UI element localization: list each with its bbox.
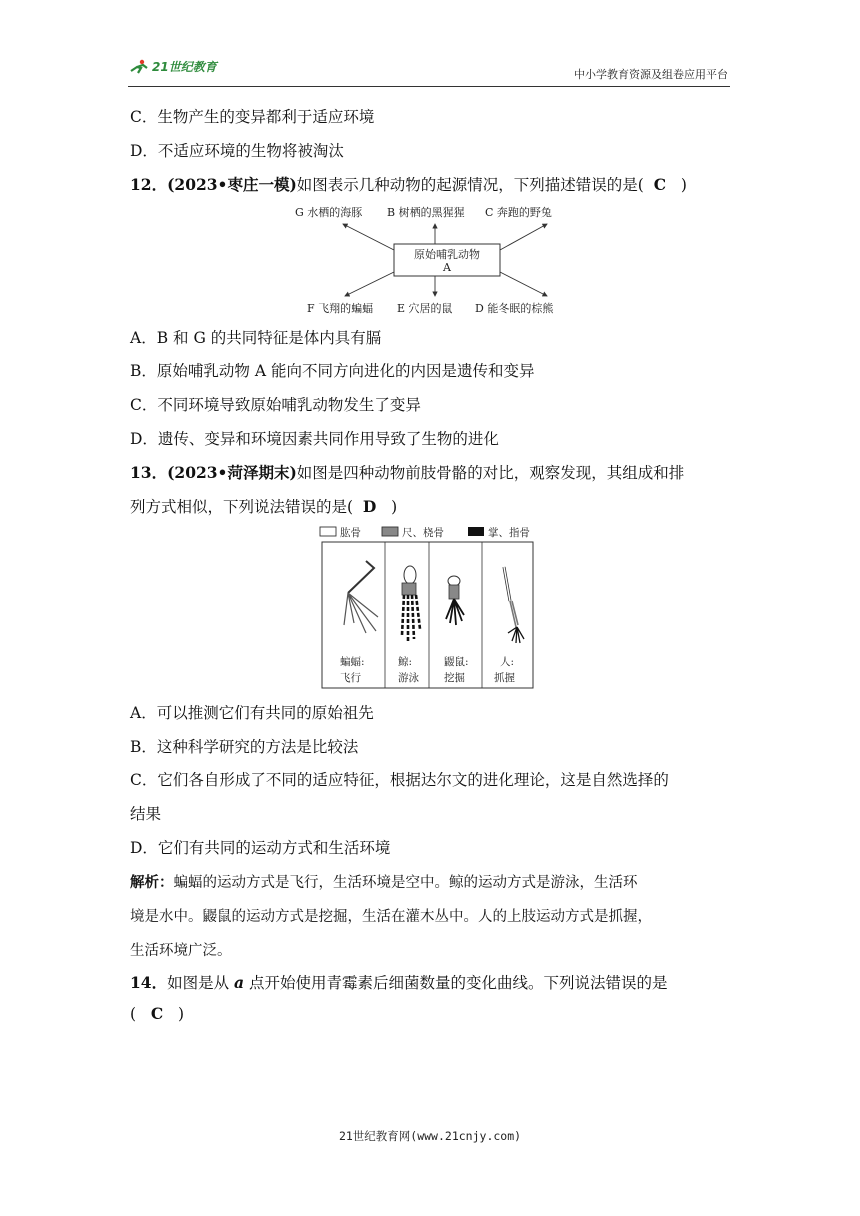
logo-text: 21世纪教育	[152, 60, 217, 74]
q11-option-c: C．生物产生的变异都利于适应环境	[130, 108, 375, 126]
legend-radius: 尺、桡骨	[402, 527, 444, 539]
q13-text-1: 如图是四种动物前肢骨骼的对比，观察发现，其组成和排	[296, 464, 685, 482]
logo	[128, 58, 217, 75]
whale-movement: 游泳	[398, 672, 419, 684]
q13-explanation-line1	[130, 871, 638, 892]
legend-humerus: 肱骨	[340, 527, 361, 539]
q13-option-c-line1: C．它们各自形成了不同的适应特征，根据达尔文的进化理论，这是自然选择的	[130, 771, 669, 789]
q14-close: )	[177, 1005, 185, 1023]
arrow-to-rabbit	[500, 224, 547, 250]
arrow-to-bat	[345, 272, 394, 296]
human-movement: 抓握	[494, 672, 515, 684]
label-bear: D 能冬眠的棕熊	[475, 302, 554, 315]
whale-label: 鲸:	[398, 656, 413, 668]
q13-number: 13．(2023•菏泽期末)	[130, 463, 297, 482]
bat-label: 蝙蝠:	[340, 656, 365, 668]
q13-answer: D	[362, 497, 377, 516]
q13-stem-line1	[130, 461, 684, 483]
mole-movement: 挖掘	[444, 672, 465, 684]
arrow-to-bear	[500, 272, 547, 296]
platform-name: 中小学教育资源及组卷应用平台	[574, 68, 728, 81]
bat-movement: 飞行	[340, 672, 361, 684]
q13-option-a: A．可以推测它们有共同的原始祖先	[130, 704, 374, 722]
legend-phalanges: 掌、指骨	[488, 527, 530, 539]
q14-text-a: 如图是从	[167, 974, 230, 992]
forelimb-comparison-figure	[318, 523, 543, 691]
mole-label: 鼹鼠:	[444, 656, 469, 668]
q13-option-c-line2: 结果	[130, 805, 162, 823]
q12-option-d: D．遗传、变异和环境因素共同作用导致了生物的进化	[130, 430, 499, 448]
q13-stem-line2	[130, 495, 397, 517]
q13-explanation-line3: 生活环境广泛。	[130, 943, 232, 959]
human-label: 人:	[500, 656, 515, 668]
legend-phalanges-swatch	[468, 527, 484, 536]
explanation-label: 解析：	[130, 875, 174, 891]
q12-answer: C	[653, 175, 667, 194]
evolution-diagram	[285, 200, 575, 318]
legend-radius-swatch	[382, 527, 398, 536]
q12-option-b: B．原始哺乳动物 A 能向不同方向进化的内因是遗传和变异	[130, 362, 535, 380]
q12-number: 12．(2023•枣庄一模)	[130, 175, 297, 194]
q12-close: )	[680, 176, 687, 194]
q14-answer: C	[150, 1004, 164, 1023]
label-mouse: E 穴居的鼠	[397, 302, 453, 315]
q11-option-d: D．不适应环境的生物将被淘汰	[130, 142, 344, 160]
q14-stem-line1	[130, 971, 668, 993]
q14-stem-line2	[130, 1004, 184, 1023]
q13-explanation-line2: 境是水中。鼹鼠的运动方式是挖掘，生活在灌木丛中。人的上肢运动方式是抓握，	[130, 909, 652, 925]
logo-runner-icon	[128, 59, 150, 75]
label-dolphin: G 水栖的海豚	[295, 206, 363, 219]
arrow-to-dolphin	[343, 224, 394, 250]
page-header	[128, 56, 730, 87]
legend-humerus-swatch	[320, 527, 336, 536]
explanation-text-1: 蝙蝠的运动方式是飞行，生活环境是空中。鲸的运动方式是游泳，生活环	[173, 875, 638, 891]
label-rabbit: C 奔跑的野兔	[485, 206, 552, 219]
q12-text: 如图表示几种动物的起源情况，下列描述错误的是(	[296, 176, 644, 194]
label-chimpanzee: B 树栖的黑猩猩	[387, 206, 465, 219]
q13-option-b: B．这种科学研究的方法是比较法	[130, 738, 359, 756]
ancestor-letter: A	[443, 261, 451, 274]
q12-option-a: A．B 和 G 的共同特征是体内具有膈	[130, 329, 382, 347]
q12-option-c: C．不同环境导致原始哺乳动物发生了变异	[130, 396, 421, 414]
q14-open: (	[130, 1005, 137, 1023]
page-footer: 21世纪教育网(www.21cnjy.com)	[338, 1129, 522, 1143]
q13-text-2: 列方式相似，下列说法错误的是(	[130, 498, 354, 516]
q14-text-b: 点开始使用青霉素后细菌数量的变化曲线。下列说法错误的是	[249, 974, 668, 992]
q13-option-d: D．它们有共同的运动方式和生活环境	[130, 839, 391, 857]
q12-stem	[130, 173, 687, 195]
q14-number: 14．	[130, 973, 168, 992]
ancestor-label: 原始哺乳动物	[414, 248, 480, 261]
label-bat: F 飞翔的蝙蝠	[307, 302, 374, 315]
q13-close: )	[391, 498, 398, 516]
q14-variable: a	[234, 973, 245, 992]
